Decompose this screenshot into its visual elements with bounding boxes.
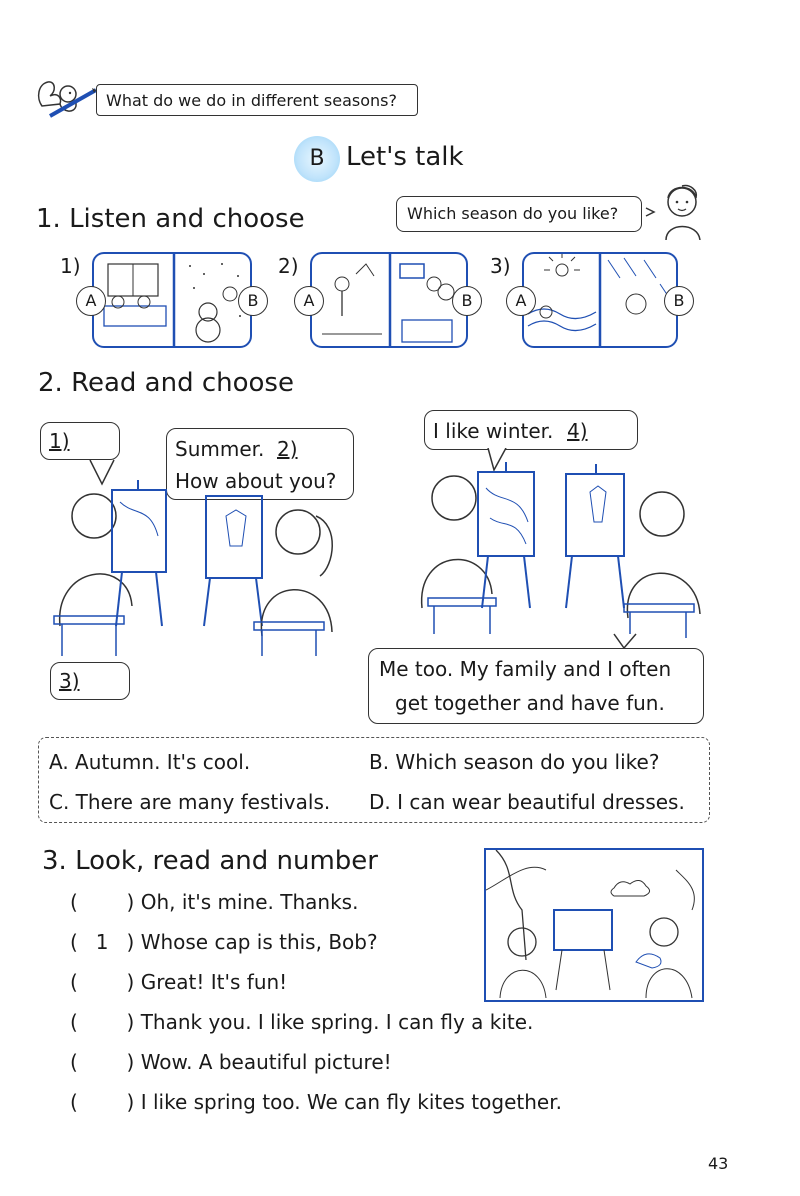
paren-open: ( [70,970,78,994]
dialogue-text: Wow. A beautiful picture! [140,1050,392,1074]
exercise3-title: 3. Look, read and number [42,846,378,876]
ex1-item1-option-a[interactable]: A [76,286,106,316]
q3-line-1 [70,890,590,914]
q3-line-5 [70,1050,690,1074]
paren-close: ) [126,890,135,914]
bubble-3-blank[interactable]: 3) [59,669,80,693]
example-speech-bubble: Which season do you like? [396,196,642,232]
bubble-5-line2: get together and have fun. [395,691,665,715]
paren-close: ) [126,970,135,994]
ex1-item2-number: 2) [278,254,299,278]
ex1-item3-picture [522,252,678,348]
q3-line-3 [70,970,590,994]
paren-close: ) [126,1090,135,1114]
bubble-2-line2: How about you? [175,469,337,493]
dialogue-text: Oh, it's mine. Thanks. [140,890,359,914]
ex1-item2-option-a[interactable]: A [294,286,324,316]
paren-close: ) [126,1050,135,1074]
paren-close: ) [126,930,135,954]
bubble-3 [50,662,130,700]
ex1-item3-option-a[interactable]: A [506,286,536,316]
painting-kids-left-illustration [40,456,360,656]
answer-slot[interactable]: 1 [95,930,109,954]
ex1-item3-number: 3) [490,254,511,278]
ex1-item2-option-b[interactable]: B [452,286,482,316]
bubble-4 [424,410,638,450]
bubble-1-blank[interactable]: 1) [49,429,70,453]
unit-topic: What do we do in different seasons? [96,84,418,116]
bubble-4-text: I like winter. [433,419,554,443]
option-d: D. I can wear beautiful dresses. [369,790,685,814]
dialogue-text: I like spring too. We can fly kites together. [140,1090,562,1114]
option-a: A. Autumn. It's cool. [49,750,251,774]
paren-open: ( [70,930,78,954]
section-badge: B [294,136,340,182]
option-c: C. There are many festivals. [49,790,331,814]
ex1-item3-option-b[interactable]: B [664,286,694,316]
paren-open: ( [70,1050,78,1074]
bubble-4-blank[interactable]: 4) [567,419,588,443]
bubble-2-blank[interactable]: 2) [277,437,298,461]
bubble-5-line1: Me too. My family and I often [379,657,672,681]
ex1-item2-picture [310,252,468,348]
dialogue-text: Great! It's fun! [140,970,288,994]
paren-close: ) [126,1010,135,1034]
ex1-item1-option-b[interactable]: B [238,286,268,316]
painting-kids-right-illustration [414,448,704,648]
paren-open: ( [70,890,78,914]
ex1-item1-picture [92,252,252,348]
girl-avatar [644,182,708,240]
exercise1-title: 1. Listen and choose [36,204,305,234]
dialogue-text: Whose cap is this, Bob? [140,930,378,954]
answer-options-box [38,737,710,823]
q3-line-6 [70,1090,710,1114]
option-b: B. Which season do you like? [369,750,660,774]
bubble-1 [40,422,120,460]
dialogue-text: Thank you. I like spring. I can fly a kite. [140,1010,534,1034]
paren-open: ( [70,1090,78,1114]
q3-line-2 [70,930,590,954]
section-heading: Let's talk [346,142,464,172]
bubble-2-text: Summer. [175,437,265,461]
paren-open: ( [70,1010,78,1034]
bubble-5 [368,648,704,724]
ex1-item1-number: 1) [60,254,81,278]
squirrel-pencil-icon [34,76,98,122]
exercise2-title: 2. Read and choose [38,368,294,398]
page-number: 43 [708,1154,729,1173]
q3-line-4 [70,1010,690,1034]
